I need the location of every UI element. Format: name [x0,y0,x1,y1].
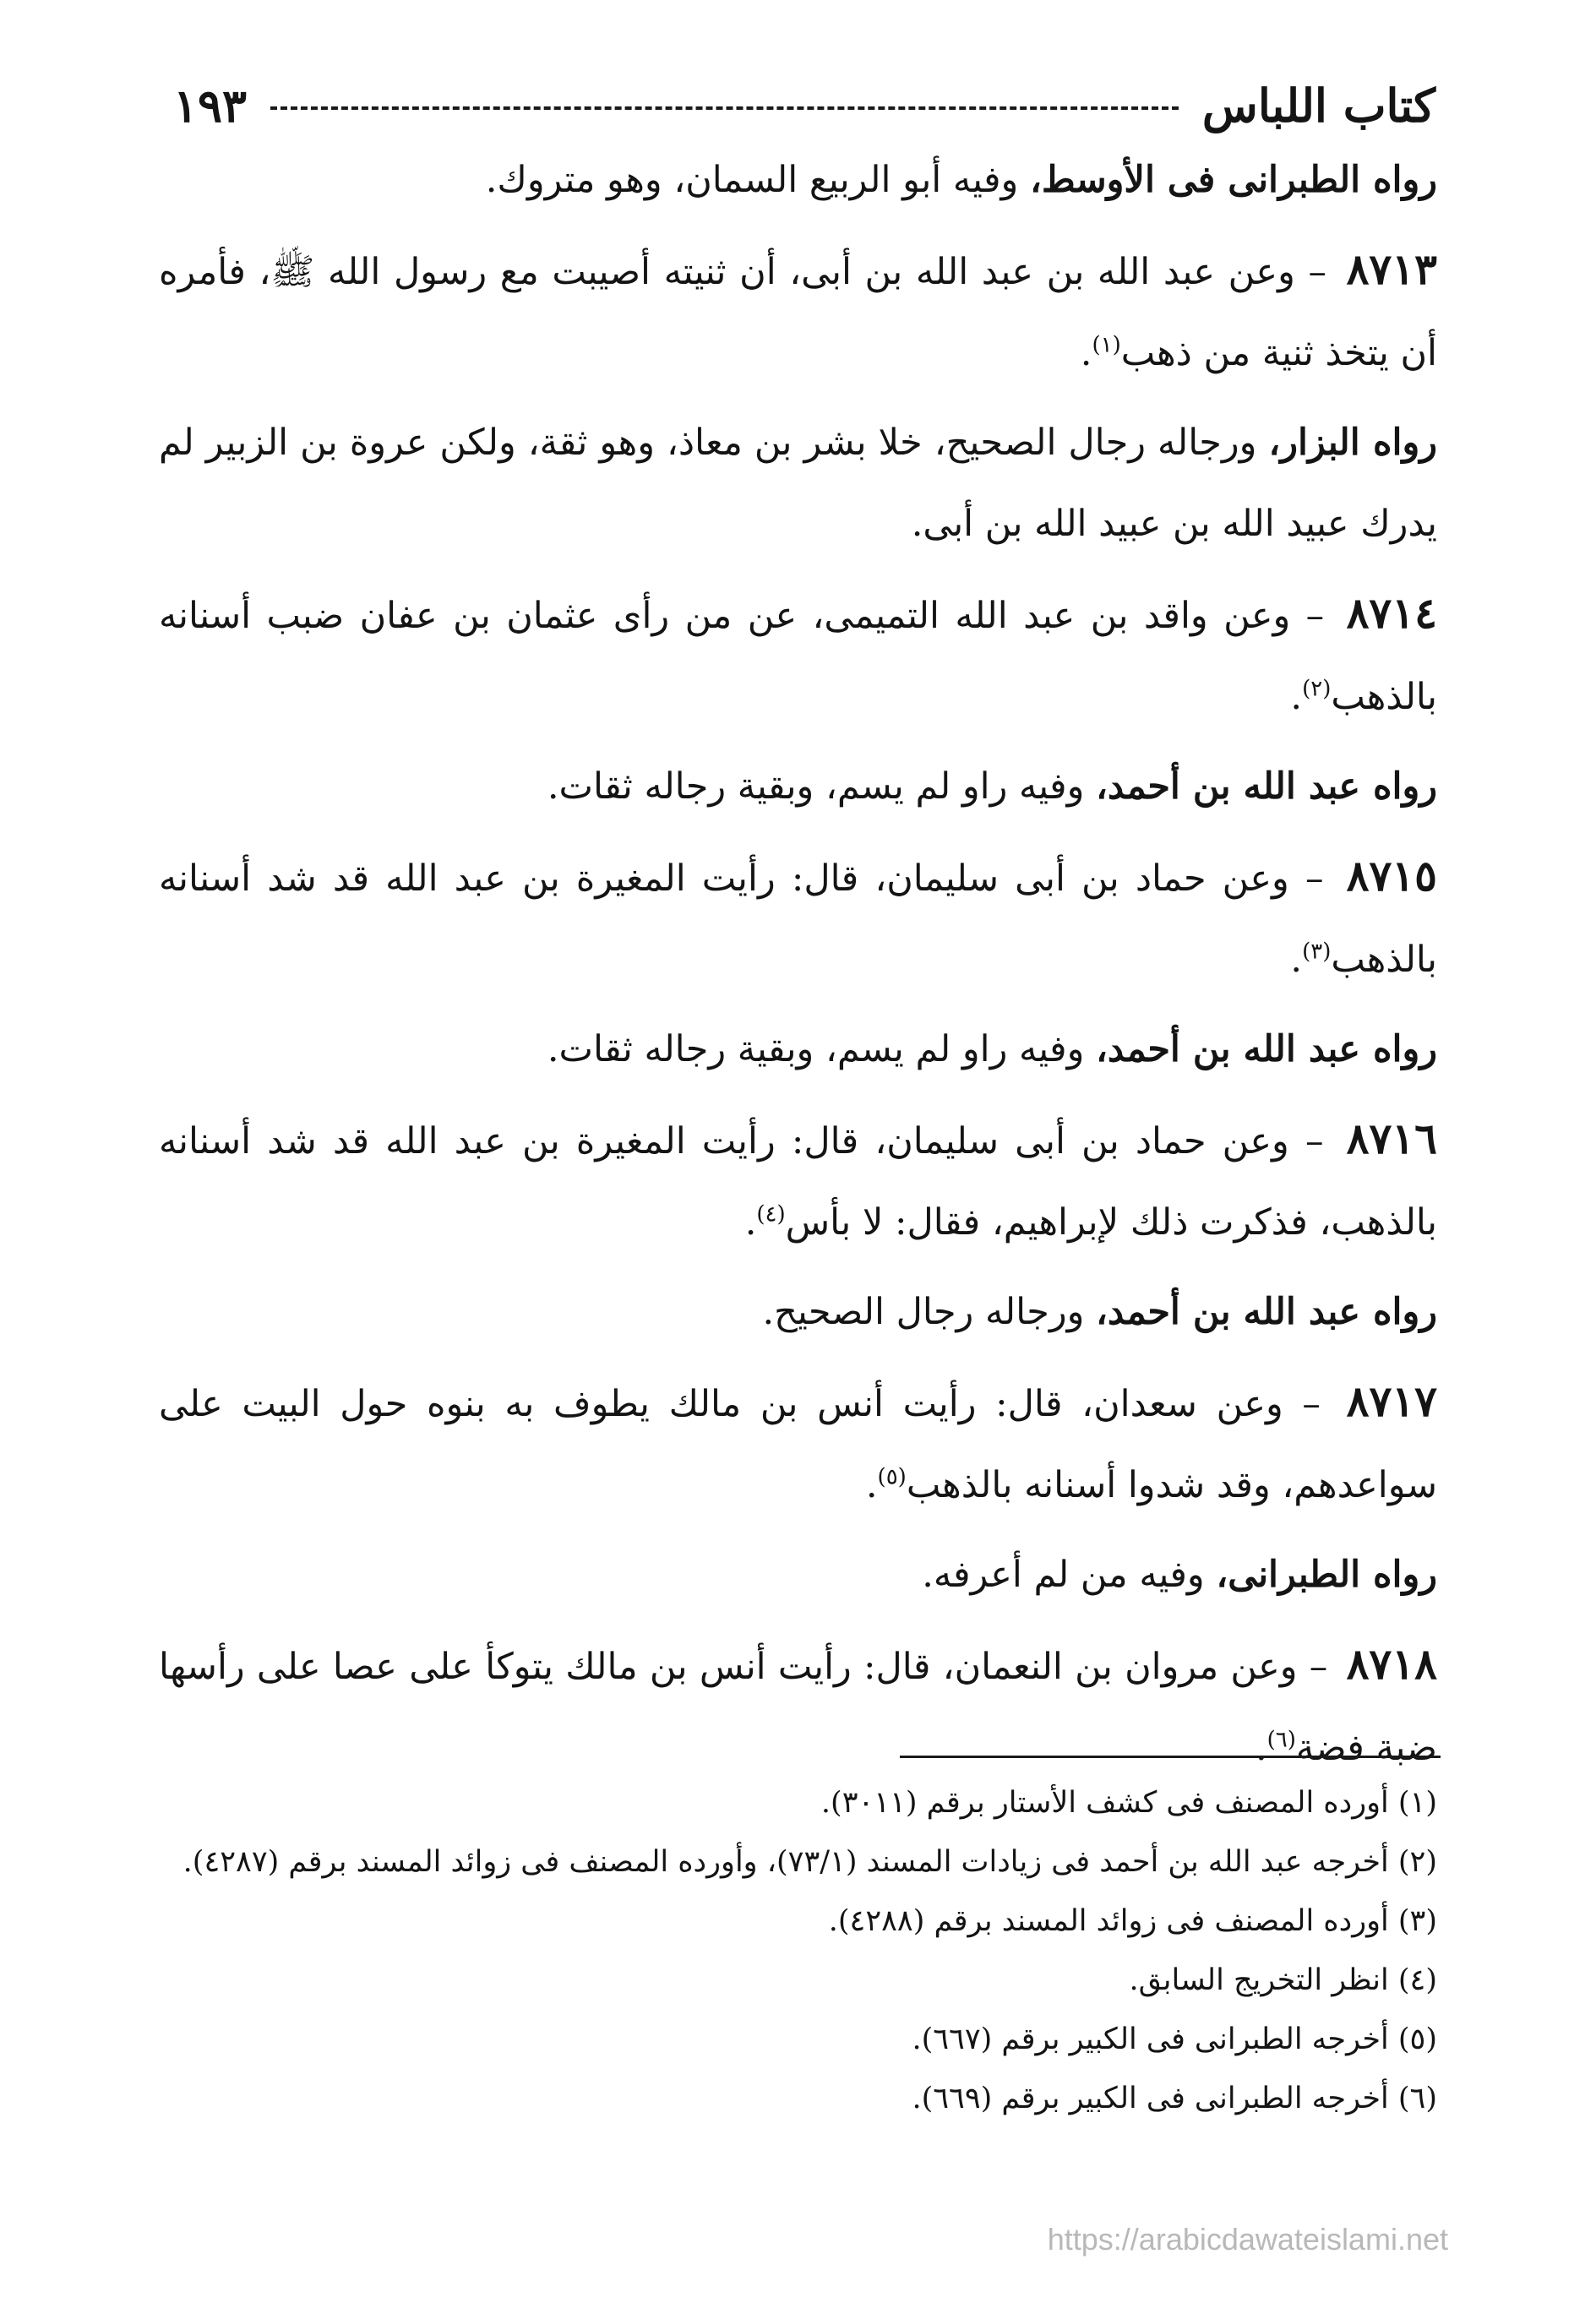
paragraph-text: – وعن حماد بن أبى سليمان، قال: رأيت المغيرة بن عبد الله قد شد أسنانه بالذهب [159,858,1437,981]
footnote: (٥) أخرجه الطبرانى فى الكبير برقم (٦٦٧). [912,2023,1437,2056]
footnote-marker: (٥) [877,1464,907,1490]
footnote-separator [900,1756,1441,1758]
hadith-paragraph [159,836,1437,1000]
paragraph-text: وفيه راو لم يسم، وبقية رجاله ثقات. [547,1028,1097,1070]
paragraph-end: . [1255,1727,1267,1769]
footnote: (٣) أورده المصنف فى زوائد المسند برقم (٤٢٨٨). [828,1904,1437,1938]
narration-paragraph [159,139,1437,220]
footnote: (٦) أخرجه الطبرانى فى الكبير برقم (٦٦٩). [912,2082,1437,2115]
hadith-number: ٨٧١٤ [1346,588,1437,638]
footnote: (٤) انظر التخريج السابق. [1129,1963,1437,1997]
hadith-number: ٨٧١٥ [1346,851,1438,901]
footnote: (١) أورده المصنف فى كشف الأستار برقم (٣٠١١). [820,1786,1437,1820]
hadith-number: ٨٧١٣ [1346,244,1437,294]
paragraph-text: – وعن سعدان، قال: رأيت أنس بن مالك يطوف به بنوه حول البيت على سواعدهم، وقد شدوا أسنانه بالذهب [159,1383,1437,1506]
book-chapter-title: كتاب اللباس [1201,79,1435,133]
source-attribution: رواه عبد الله بن أحمد، [1096,1291,1437,1333]
narration-paragraph [159,1009,1437,1090]
paragraph-text: وفيه راو لم يسم، وبقية رجاله ثقات. [547,765,1097,808]
page-number: ١٩٣ [173,79,248,133]
source-attribution: رواه البزار، [1268,422,1437,464]
footnote-marker: (٤) [756,1201,786,1228]
hadith-paragraph [159,1361,1437,1526]
hadith-number: ٨٧١٦ [1346,1113,1438,1163]
footnote-marker: (٣) [1302,939,1332,965]
hadith-number: ٨٧١٧ [1346,1376,1438,1426]
paragraph-end: . [744,1201,757,1244]
narration-paragraph [159,1534,1437,1615]
source-attribution: رواه الطبرانى فى الأوسط، [1029,159,1437,201]
paragraph-end: . [1080,332,1092,374]
source-attribution: رواه عبد الله بن أحمد، [1096,765,1437,808]
paragraph-text: ورجاله رجال الصحيح. [762,1291,1097,1333]
footnote-marker: (٢) [1302,676,1332,702]
paragraph-text: – وعن واقد بن عبد الله التميمى، عن من رأى عثمان بن عفان ضبب أسنانه بالذهب [159,595,1437,718]
paragraph-end: . [1290,939,1303,981]
hadith-paragraph [159,1098,1437,1263]
narration-paragraph [159,1271,1437,1353]
paragraph-text: وفيه من لم أعرفه. [922,1554,1217,1596]
source-attribution: رواه الطبرانى، [1216,1554,1437,1596]
paragraph-text: – وعن مروان بن النعمان، قال: رأيت أنس بن مالك يتوكأ على عصا على رأسها ضبة فضة [159,1646,1437,1769]
narration-paragraph [159,746,1437,827]
watermark-url: https://arabicdawateislami.net [1047,2222,1448,2257]
header-dashed-rule [270,106,1179,110]
paragraph-text: وفيه أبو الربيع السمان، وهو متروك. [485,159,1030,201]
footnotes [159,1776,1437,2131]
hadith-text [159,139,1437,1797]
narration-paragraph [159,402,1437,564]
hadith-number: ٨٧١٨ [1346,1639,1437,1689]
hadith-paragraph [159,573,1437,738]
paragraph-text: ورجاله رجال الصحيح، خلا بشر بن معاذ، وهو ثقة، ولكن عروة بن الزبير لم يدرك عبيد الله بن عبيد الله بن أبى. [159,422,1437,545]
paragraph-end: . [1290,676,1303,718]
paragraph-end: . [865,1464,878,1506]
footnote-marker: (١) [1092,332,1121,358]
hadith-paragraph [159,1624,1437,1788]
paragraph-text: – وعن حماد بن أبى سليمان، قال: رأيت المغيرة بن عبد الله قد شد أسنانه بالذهب، فذكرت ذلك لإبراهيم، فقال: لا بأس [159,1120,1437,1244]
paragraph-text: – وعن عبد الله بن عبد الله بن أبى، أن ثنيته أصيبت مع رسول الله ﷺ، فأمره أن يتخذ ثنية من ذهب [159,251,1437,374]
footnote: (٢) أخرجه عبد الله بن أحمد فى زيادات المسند (٧٣/١)، وأورده المصنف فى زوائد المسند برقم (٤٢٨٧). [182,1845,1437,1879]
page-header [173,59,1435,152]
hadith-paragraph [159,229,1437,394]
source-attribution: رواه عبد الله بن أحمد، [1096,1028,1437,1070]
footnote-marker: (٦) [1266,1727,1296,1753]
